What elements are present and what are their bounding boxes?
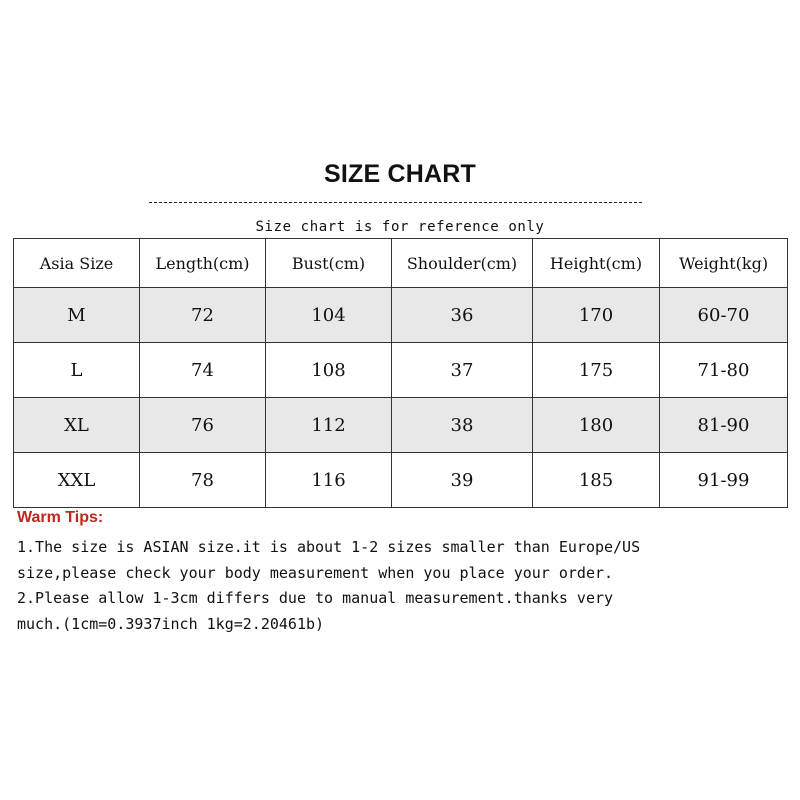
size-table xyxy=(13,238,788,508)
table-row xyxy=(14,343,788,398)
warm-tips-text xyxy=(17,535,787,637)
table-header-row xyxy=(14,239,788,288)
tip-line: size,please check your body measurement when you place your order. xyxy=(17,563,614,582)
cell-bust: 112 xyxy=(266,398,392,453)
tip-line: 2.Please allow 1-3cm differs due to manual measurement.thanks very xyxy=(17,589,614,607)
cell-bust: 116 xyxy=(266,453,392,508)
cell-shoulder: 38 xyxy=(392,398,533,453)
cell-shoulder: 39 xyxy=(392,453,533,508)
warm-tips-title: Warm Tips: xyxy=(17,509,104,526)
cell-bust: 104 xyxy=(266,288,392,343)
table-row xyxy=(14,398,788,453)
cell-size: XXL xyxy=(14,453,140,508)
cell-size: L xyxy=(14,343,140,398)
table-row xyxy=(14,288,788,343)
cell-bust: 108 xyxy=(266,343,392,398)
cell-height: 170 xyxy=(533,288,660,343)
cell-length: 76 xyxy=(140,398,266,453)
cell-weight: 81-90 xyxy=(660,398,788,453)
header-asia-size: Asia Size xyxy=(14,239,140,288)
tip-line: much.(1cm=0.3937inch 1kg=2.20461b) xyxy=(17,614,325,633)
dashed-divider xyxy=(149,202,642,203)
cell-size: M xyxy=(14,288,140,343)
header-height: Height(cm) xyxy=(533,239,660,288)
cell-weight: 71-80 xyxy=(660,343,788,398)
cell-size: XL xyxy=(14,398,140,453)
cell-length: 74 xyxy=(140,343,266,398)
page-title: SIZE CHART xyxy=(324,160,476,188)
cell-shoulder: 36 xyxy=(392,288,533,343)
table-row xyxy=(14,453,788,508)
cell-length: 78 xyxy=(140,453,266,508)
header-bust: Bust(cm) xyxy=(266,239,392,288)
header-weight: Weight(kg) xyxy=(660,239,788,288)
header-shoulder: Shoulder(cm) xyxy=(392,239,533,288)
header-length: Length(cm) xyxy=(140,239,266,288)
cell-height: 180 xyxy=(533,398,660,453)
cell-weight: 91-99 xyxy=(660,453,788,508)
tip-line: 1.The size is ASIAN size.it is about 1-2 sizes smaller than Europe/US xyxy=(17,538,641,556)
cell-length: 72 xyxy=(140,288,266,343)
subtitle: Size chart is for reference only xyxy=(255,219,545,235)
cell-shoulder: 37 xyxy=(392,343,533,398)
cell-height: 175 xyxy=(533,343,660,398)
cell-height: 185 xyxy=(533,453,660,508)
cell-weight: 60-70 xyxy=(660,288,788,343)
